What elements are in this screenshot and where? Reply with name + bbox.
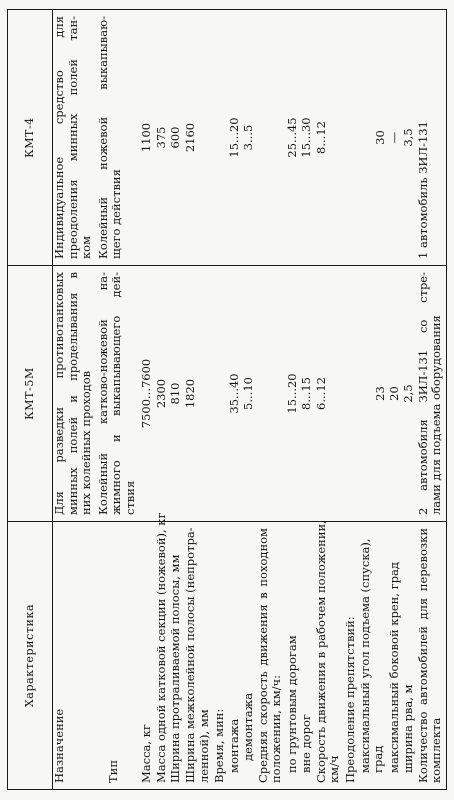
- label-obstacle-ditch: ширина рва, м: [402, 522, 417, 790]
- label-type: Тип: [97, 522, 141, 790]
- kmt4-mass: 1100: [140, 10, 155, 266]
- kmt5m-obstacle-roll: 20: [388, 266, 403, 522]
- kmt4-speed-offroad: 15...30: [300, 10, 315, 266]
- kmt5m-speed-work: 6...12: [315, 266, 344, 522]
- kmt5m-purpose: Для разведки противотанковых минных полей и проделывания в них колейных проходов: [53, 266, 97, 522]
- kmt5m-mass: 7500...7600: [140, 266, 155, 522]
- header-kmt4: КМТ-4: [8, 10, 53, 266]
- kmt4-speed-work: 8...12: [315, 10, 344, 266]
- kmt4-section-mass: 375: [155, 10, 170, 266]
- row-purpose: [53, 10, 97, 790]
- row-obstacles-header: [344, 10, 359, 790]
- label-obstacle-slope: максимальный угол подъема (спуска), град: [359, 522, 388, 790]
- rotated-table-container: [7, 10, 447, 790]
- label-purpose: Назначение: [53, 522, 97, 790]
- row-type: [97, 10, 141, 790]
- label-vehicles: Количество автомобилей для перевозки комплекта: [417, 522, 447, 790]
- kmt5m-track-width: 810: [169, 266, 184, 522]
- header-kmt5m: КМТ-5М: [8, 266, 53, 522]
- kmt5m-time-dismount: 5...10: [242, 266, 257, 522]
- kmt5m-time-mount: 35...40: [228, 266, 243, 522]
- row-obstacle-ditch: [402, 10, 417, 790]
- row-gap-width: [184, 10, 213, 790]
- kmt5m-speed-dirt: 15...20: [286, 266, 301, 522]
- specifications-table: [7, 9, 447, 790]
- kmt4-vehicles: 1 автомобиль ЗИЛ-131: [417, 10, 447, 266]
- kmt4-obstacle-ditch: 3,5: [402, 10, 417, 266]
- table-header-row: [8, 10, 53, 790]
- label-speed-dirt: по грунтовым дорогам: [286, 522, 301, 790]
- kmt5m-section-mass: 2300: [155, 266, 170, 522]
- kmt5m-type: Колейный катково-ножевой на- жимного и выкапывающего дей- ствия: [97, 266, 141, 522]
- row-time-mount: [228, 10, 243, 790]
- kmt5m-obstacle-ditch: 2,5: [402, 266, 417, 522]
- label-gap-width: Ширина межколейной полосы (непротра- ленной), мм: [184, 522, 213, 790]
- row-speed-work: [315, 10, 344, 790]
- row-mass: [140, 10, 155, 790]
- label-speed-transport: Средняя скорость движения в походном положении, км/ч:: [257, 522, 286, 790]
- label-time-mount: монтажа: [228, 522, 243, 790]
- row-vehicles: [417, 10, 447, 790]
- kmt5m-obstacle-slope: 23: [359, 266, 388, 522]
- row-speed-dirt: [286, 10, 301, 790]
- kmt4-track-width: 600: [169, 10, 184, 266]
- row-time-header: [213, 10, 228, 790]
- kmt4-obstacle-roll: —: [388, 10, 403, 266]
- label-speed-work: Скорость движения в рабочем положении, км/ч: [315, 522, 344, 790]
- kmt5m-vehicles: 2 автомобиля ЗИЛ-131 со стре- лами для подъема оборудования: [417, 266, 447, 522]
- kmt4-obstacle-slope: 30: [359, 10, 388, 266]
- label-track-width: Ширина протраливаемой полосы, мм: [169, 522, 184, 790]
- row-section-mass: [155, 10, 170, 790]
- row-track-width: [169, 10, 184, 790]
- row-speed-offroad: [300, 10, 315, 790]
- label-section-mass: Масса одной катковой секции (ножевой), кг: [155, 522, 170, 790]
- kmt4-type: Колейный ножевой выкапываю- щего действия: [97, 10, 141, 266]
- label-speed-offroad: вне дорог: [300, 522, 315, 790]
- row-speed-transport-header: [257, 10, 286, 790]
- kmt5m-gap-width: 1820: [184, 266, 213, 522]
- row-time-dismount: [242, 10, 257, 790]
- kmt5m-speed-offroad: 8...15: [300, 266, 315, 522]
- kmt4-speed-dirt: 25...45: [286, 10, 301, 266]
- row-obstacle-roll: [388, 10, 403, 790]
- header-characteristic: Характеристика: [8, 522, 53, 790]
- kmt4-time-dismount: 3...5: [242, 10, 257, 266]
- label-mass: Масса, кг: [140, 522, 155, 790]
- label-obstacle-roll: максимальный боковой крен, град: [388, 522, 403, 790]
- row-obstacle-slope: [359, 10, 388, 790]
- label-time: Время, мин:: [213, 522, 228, 790]
- kmt4-purpose: Индивидуальное средство для преодоления минных полей тан- ком: [53, 10, 97, 266]
- label-time-dismount: демонтажа: [242, 522, 257, 790]
- label-obstacles: Преодоление препятствий:: [344, 522, 359, 790]
- kmt4-time-mount: 15...20: [228, 10, 243, 266]
- kmt4-gap-width: 2160: [184, 10, 213, 266]
